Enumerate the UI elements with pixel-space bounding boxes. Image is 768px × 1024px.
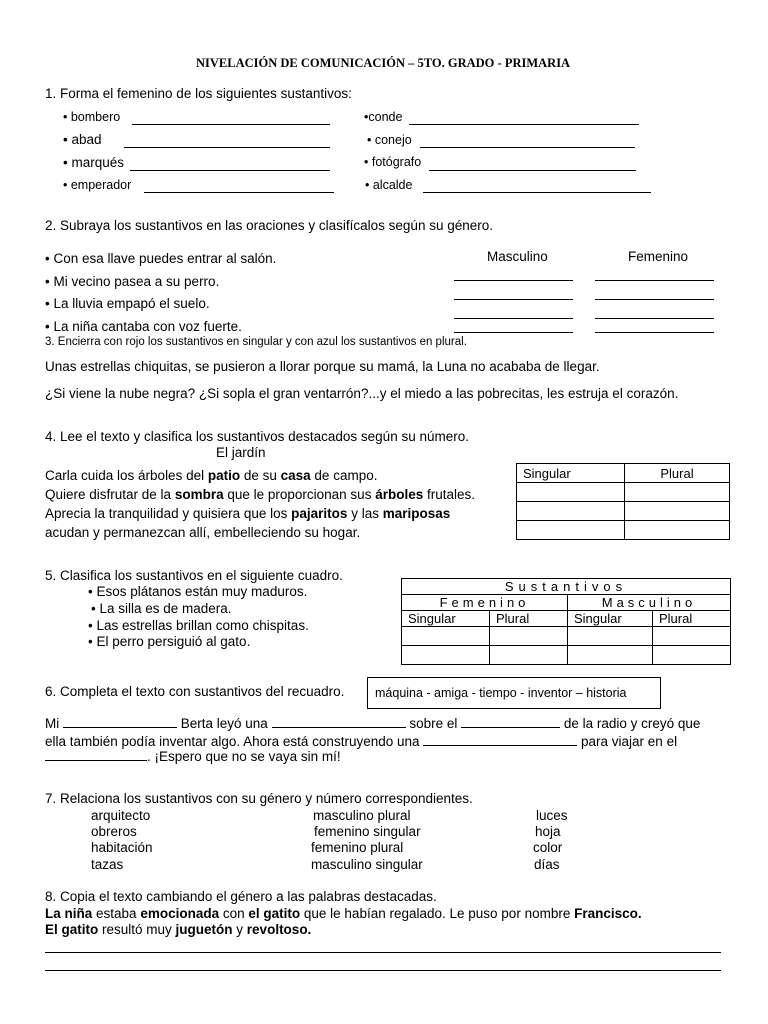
header-masculino: Masculino	[568, 595, 731, 611]
sentence: • Las estrellas brillan como chispitas.	[88, 618, 309, 633]
column-femenino: Femenino	[628, 249, 689, 264]
question-8-prompt: 8. Copia el texto cambiando el género a las palabras destacadas.	[45, 889, 437, 904]
table-cell[interactable]	[625, 483, 730, 502]
fill-line: ella también podía inventar algo. Ahora está construyendo una para viajar en el	[45, 734, 678, 749]
noun-alcalde: • alcalde	[365, 178, 413, 192]
sentence: • La silla es de madera.	[91, 601, 232, 616]
answer-line[interactable]	[595, 299, 714, 300]
question-1-prompt: 1. Forma el femenino de los siguientes sustantivos:	[45, 86, 352, 101]
table-cell[interactable]	[625, 502, 730, 521]
match-item: femenino singular	[314, 824, 421, 839]
sentence: • Esos plátanos están muy maduros.	[88, 584, 308, 599]
match-item: masculino singular	[311, 857, 423, 872]
question-2-prompt: 2. Subraya los sustantivos en las oraciones y clasifícalos según su género.	[45, 218, 493, 233]
match-item: femenino plural	[311, 840, 404, 855]
text-line: Aprecia la tranquilidad y quisiera que los pajaritos y las mariposas	[45, 506, 451, 521]
table-cell[interactable]	[490, 627, 568, 646]
poem-line: Unas estrellas chiquitas, se pusieron a llorar porque su mamá, la Luna no acababa de llegar.	[45, 359, 600, 374]
poem-line: ¿Si viene la nube negra? ¿Si sopla el gran ventarrón?...y el miedo a las pobrecitas, les estruja el corazón.	[45, 386, 679, 401]
noun-bombero: • bombero	[63, 110, 121, 124]
match-item: color	[533, 840, 563, 855]
header-femenino: Femenino	[402, 595, 568, 611]
noun-emperador: • emperador	[63, 178, 132, 192]
header-plural: Plural	[490, 611, 568, 627]
table-cell[interactable]	[517, 502, 625, 521]
noun-conejo: • conejo	[367, 133, 412, 147]
match-item: hoja	[535, 824, 561, 839]
match-item: luces	[536, 808, 568, 823]
sentence: • La lluvia empapó el suelo.	[45, 296, 210, 311]
blank[interactable]	[45, 760, 147, 761]
answer-line[interactable]	[595, 318, 714, 319]
header-plural: Plural	[653, 611, 731, 627]
sentence: • Mi vecino pasea a su perro.	[45, 274, 220, 289]
noun-fotografo: • fotógrafo	[364, 155, 422, 169]
answer-line[interactable]	[454, 299, 573, 300]
question-4-prompt: 4. Lee el texto y clasifica los sustantivos destacados según su número.	[45, 429, 469, 444]
answer-line[interactable]	[409, 124, 639, 125]
blank[interactable]	[63, 727, 177, 728]
question-6-prompt: 6. Completa el texto con sustantivos del recuadro.	[45, 684, 345, 699]
answer-line[interactable]	[45, 952, 721, 953]
table-cell[interactable]	[653, 646, 731, 665]
table-cell[interactable]	[568, 646, 653, 665]
table-cell[interactable]	[517, 483, 625, 502]
answer-line[interactable]	[454, 318, 573, 319]
answer-line[interactable]	[420, 147, 635, 148]
answer-line[interactable]	[144, 192, 334, 193]
noun-conde: •conde	[364, 110, 403, 124]
blank[interactable]	[461, 727, 560, 728]
text-line: Carla cuida los árboles del patio de su casa de campo.	[45, 468, 378, 483]
noun-abad: • abad	[63, 132, 102, 147]
gender-number-table	[401, 578, 731, 665]
match-item: obreros	[91, 824, 137, 839]
header-singular: Singular	[568, 611, 653, 627]
answer-line[interactable]	[124, 147, 330, 148]
match-item: habitación	[91, 840, 153, 855]
answer-line[interactable]	[595, 332, 714, 333]
text-line: acudan y permanezcan allí, embelleciendo su hogar.	[45, 525, 361, 540]
table-cell[interactable]	[402, 646, 490, 665]
match-item: días	[534, 857, 560, 872]
sentence: • El perro persiguió al gato.	[88, 634, 251, 649]
header-singular: Singular	[517, 464, 625, 483]
table-cell[interactable]	[402, 627, 490, 646]
text-title: El jardín	[216, 445, 266, 460]
number-table	[516, 463, 730, 540]
answer-line[interactable]	[45, 970, 721, 971]
question-5-prompt: 5. Clasifica los sustantivos en el siguiente cuadro.	[45, 568, 343, 583]
fill-line: Mi Berta leyó una sobre el de la radio y creyó que	[45, 716, 701, 731]
question-3-prompt: 3. Encierra con rojo los sustantivos en singular y con azul los sustantivos en plural.	[45, 336, 467, 348]
answer-line[interactable]	[423, 192, 651, 193]
header-sustantivos: Sustantivos	[402, 579, 731, 595]
table-cell[interactable]	[490, 646, 568, 665]
answer-line[interactable]	[454, 280, 573, 281]
answer-line[interactable]	[130, 170, 330, 171]
blank[interactable]	[423, 745, 577, 746]
column-masculino: Masculino	[487, 249, 548, 264]
answer-line[interactable]	[429, 170, 636, 171]
noun-marques: • marqués	[63, 155, 125, 170]
match-item: tazas	[91, 857, 124, 872]
match-item: masculino plural	[313, 808, 411, 823]
blank[interactable]	[272, 727, 406, 728]
word-box-text: máquina - amiga - tiempo - inventor – historia	[375, 686, 627, 700]
sentence: • La niña cantaba con voz fuerte.	[45, 319, 242, 334]
copy-text-line: El gatito resultó muy juguetón y revoltoso.	[45, 922, 312, 937]
table-cell[interactable]	[517, 521, 625, 540]
sentence: • Con esa llave puedes entrar al salón.	[45, 251, 277, 266]
page-title: NIVELACIÓN DE COMUNICACIÓN – 5TO. GRADO - PRIMARIA	[196, 56, 571, 70]
table-cell[interactable]	[653, 627, 731, 646]
answer-line[interactable]	[454, 332, 573, 333]
table-cell[interactable]	[568, 627, 653, 646]
text-line: Quiere disfrutar de la sombra que le proporcionan sus árboles frutales.	[45, 487, 476, 502]
word-box	[367, 677, 661, 709]
answer-line[interactable]	[132, 124, 330, 125]
question-7-prompt: 7. Relaciona los sustantivos con su género y número correspondientes.	[45, 791, 473, 806]
header-plural: Plural	[625, 464, 730, 483]
answer-line[interactable]	[595, 280, 714, 281]
fill-line: . ¡Espero que no se vaya sin mí!	[45, 749, 341, 764]
header-singular: Singular	[402, 611, 490, 627]
table-cell[interactable]	[625, 521, 730, 540]
copy-text-line: La niña estaba emocionada con el gatito que le habían regalado. Le puso por nombre Francisco.	[45, 906, 642, 921]
match-item: arquitecto	[91, 808, 151, 823]
